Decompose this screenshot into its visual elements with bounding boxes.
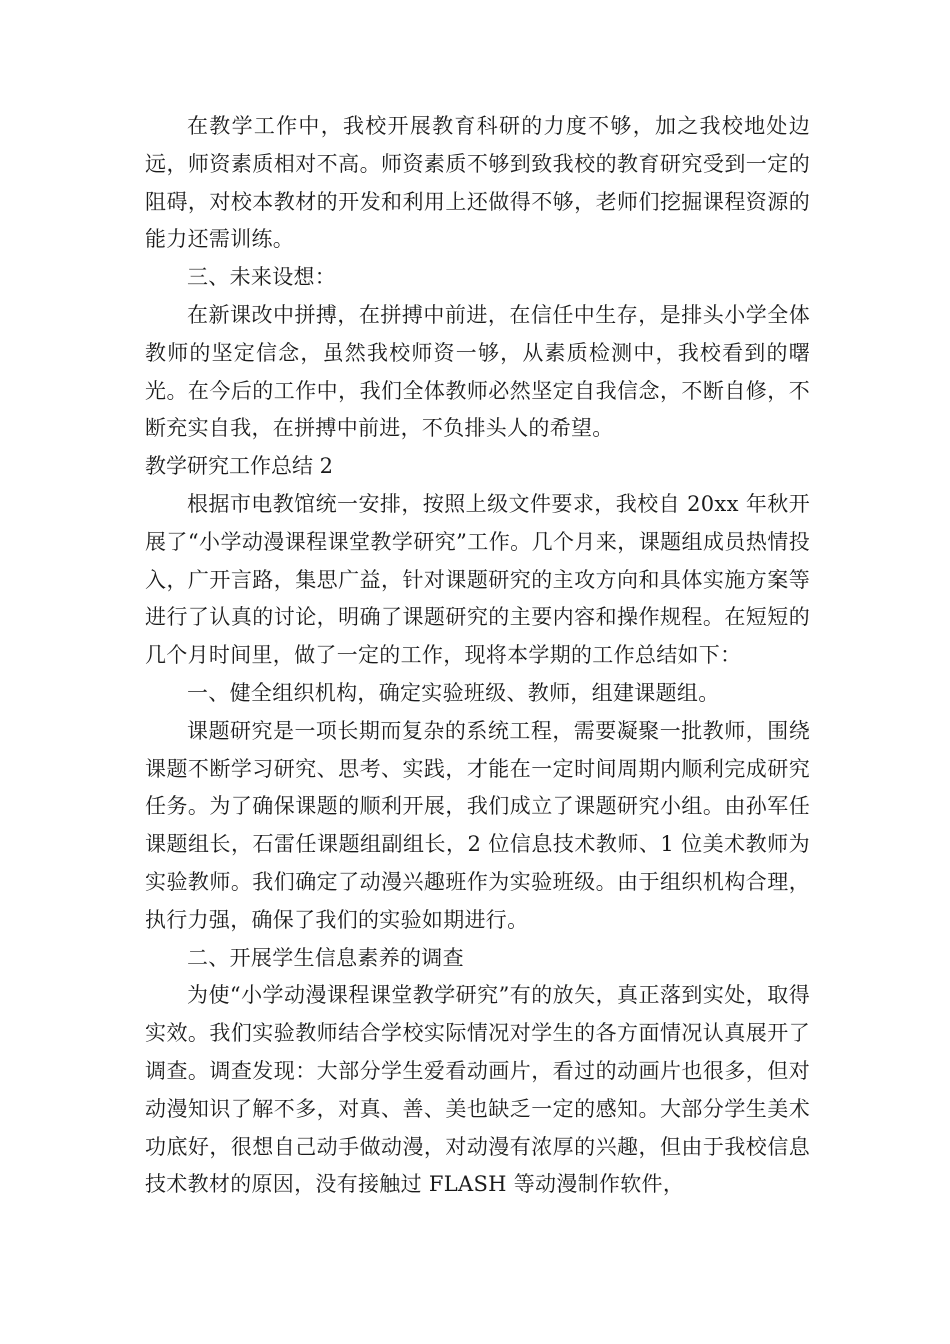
section-title-summary-2: 教学研究工作总结 2 [145,454,334,479]
paragraph-future-plans: 在新课改中拼搏，在拼搏中前进，在信任中生存，是排头小学全体教师的坚定信念，虽然我校师资一够，从素质检测中，我校看到的曙光。在今后的工作中，我们全体教师必然坚定自我信念，不断自修，不断充实自我，在拼搏中前进，不负排头人的希望。 [145,302,810,441]
paragraph-student-survey: 为使“小学动漫课程课堂教学研究”有的放矢，真正落到实处，取得实效。我们实验教师结合学校实际情况对学生的各方面情况认真展开了调查。调查发现：大部分学生爱看动画片，看过的动画片也很多，但对动漫知识了解不多，对真、善、美也缺乏一定的感知。大部分学生美术功底好，很想自己动手做动漫，对动漫有浓厚的兴趣，但由于我校信息技术教材的原因，没有接触过 FLASH 等动漫制作软件， [145,983,810,1197]
heading-future-plans: 三、未来设想： [187,265,337,290]
document-page [145,108,810,1204]
paragraph-research-shortcomings: 在教学工作中，我校开展教育科研的力度不够，加之我校地处边远，师资素质相对不高。师资素质不够到致我校的教育研究受到一定的阻碍，对校本教材的开发和利用上还做得不够，老师们挖掘课程资源的能力还需训练。 [145,114,810,252]
heading-organization: 一、健全组织机构，确定实验班级、教师，组建课题组。 [187,680,720,705]
paragraph-introduction: 根据市电教馆统一安排，按照上级文件要求，我校自 20xx 年秋开展了“小学动漫课程课堂教学研究”工作。几个月来，课题组成员热情投入，广开言路，集思广益，针对课题研究的主攻方向和具体实施方案等进行了认真的讨论，明确了课题研究的主要内容和操作规程。在短短的几个月时间里，做了一定的工作，现将本学期的工作总结如下： [145,491,810,668]
paragraph-organization: 课题研究是一项长期而复杂的系统工程，需要凝聚一批教师，围绕课题不断学习研究、思考、实践，才能在一定时间周期内顺利完成研究任务。为了确保课题的顺利开展，我们成立了课题研究小组。由孙军任课题组长，石雷任课题组副组长，2 位信息技术教师、1 位美术教师为实验教师。我们确定了动漫兴趣班作为实验班级。由于组织机构合理，执行力强，确保了我们的实验如期进行。 [145,718,810,932]
heading-student-survey: 二、开展学生信息素养的调查 [187,945,464,970]
